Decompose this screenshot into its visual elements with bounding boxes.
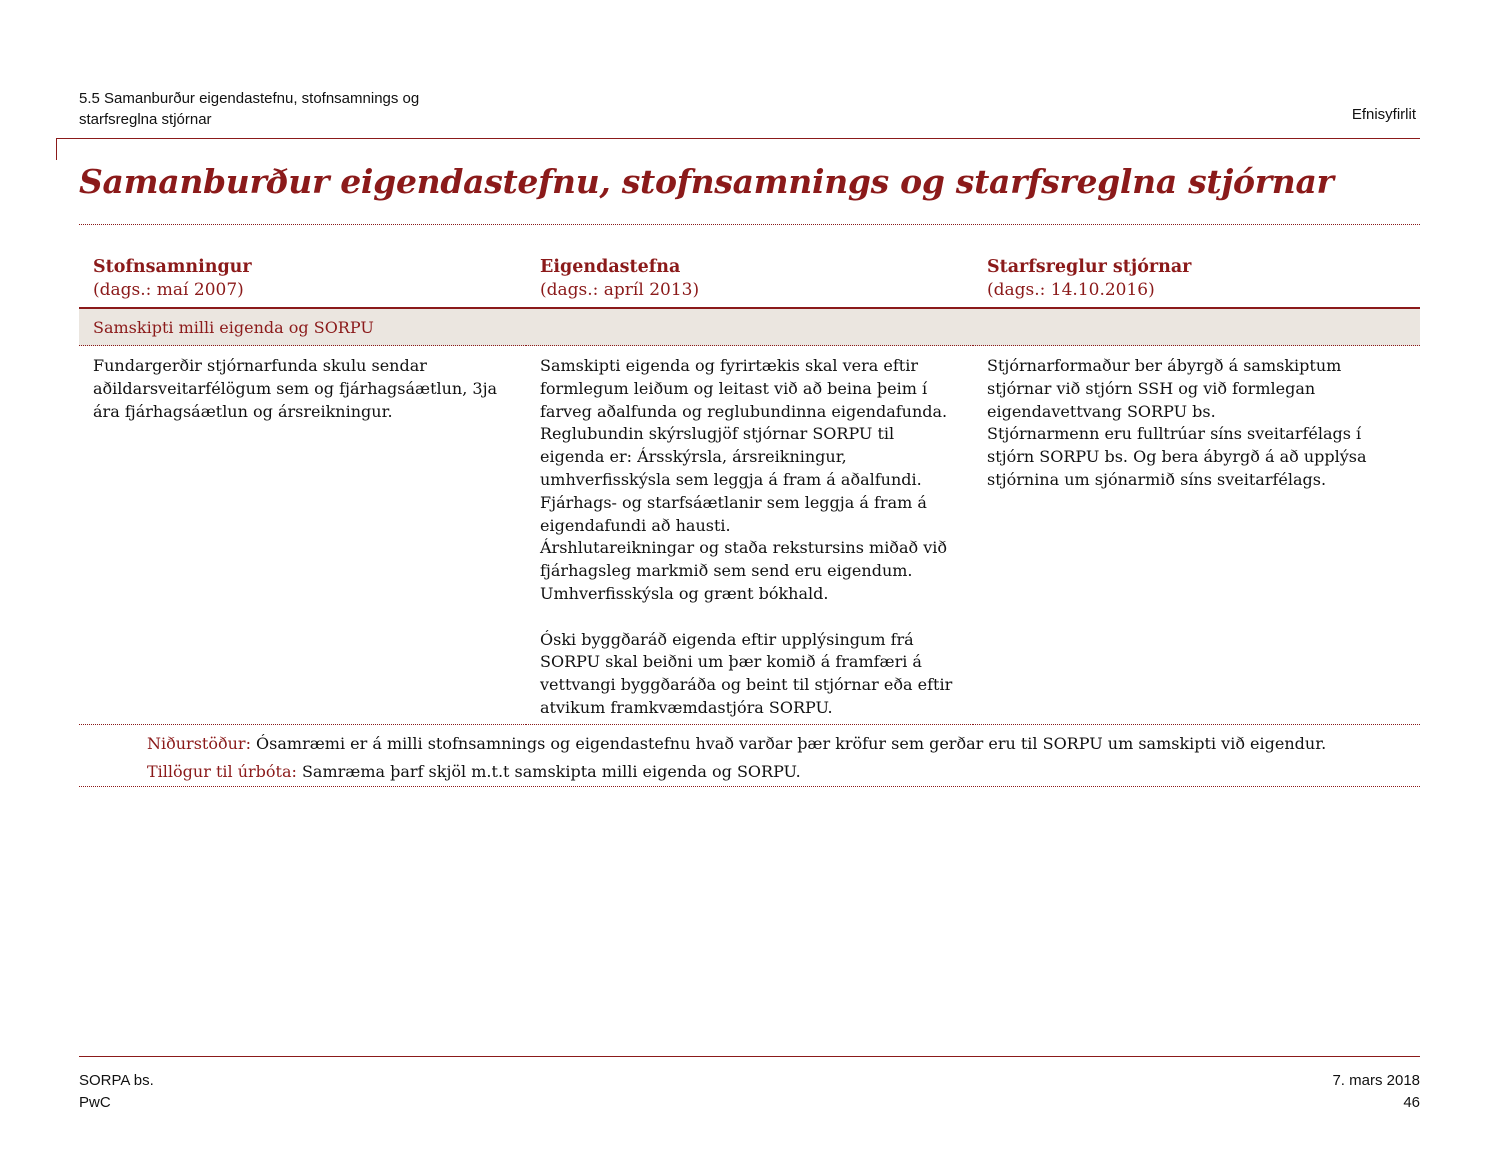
conclusions-block [147, 730, 1407, 786]
header-section-title [79, 88, 499, 130]
footer-org: SORPA bs. [79, 1072, 154, 1089]
conclusions-dotted-divider [79, 786, 1420, 787]
header-section-line1: 5.5 Samanburður eigendastefnu, stofnsamnings og [79, 90, 420, 107]
header-corner-tick [56, 138, 57, 160]
column-title: Stofnsamningur [93, 257, 252, 277]
header-section-line2: starfsreglna stjórnar [79, 111, 212, 128]
column-header-starfsreglur [973, 256, 1420, 308]
cell-starfsreglur [973, 346, 1420, 725]
cell-text: Árshlutareikningar og staða rekstursins miðað við fjárhagsleg markmið sem send eru eigendum. [540, 538, 947, 581]
column-header-eigendastefna [526, 256, 973, 308]
footer-left [79, 1070, 154, 1114]
page-title: Samanburður eigendastefnu, stofnsamnings og starfsreglna stjórnar [79, 162, 1334, 201]
cell-text: Umhverfisskýsla og grænt bókhald. [540, 583, 829, 603]
cell-eigendastefna [526, 346, 973, 725]
recommendation-line [147, 758, 1407, 786]
recommendation-label: Tillögur til úrbóta: [147, 762, 297, 781]
title-dotted-divider [79, 224, 1420, 225]
table-header-row [79, 256, 1420, 308]
column-date: (dags.: maí 2007) [93, 280, 244, 300]
cell-text: Samskipti eigenda og fyrirtækis skal vera eftir formlegum leiðum og leitast við að beina þeim í farveg aðalfunda og reglubundinna eigendafunda. [540, 356, 948, 421]
cell-text: Stjórnarformaður ber ábyrgð á samskiptum stjórnar við stjórn SSH og við formlegan eigendavettvang SORPU bs. [987, 356, 1342, 421]
section-row [79, 308, 1420, 346]
column-header-stofnsamningur [79, 256, 526, 308]
column-title: Eigendastefna [540, 257, 681, 277]
cell-stofnsamningur [79, 346, 526, 725]
findings-line [147, 730, 1407, 758]
cell-text: Stjórnarmenn eru fulltrúar síns sveitarfélags í stjórn SORPU bs. Og bera ábyrgð á að upplýsa stjórnina um sjónarmið síns sveitarfélags. [987, 424, 1367, 489]
cell-text: Óski byggðaráð eigenda eftir upplýsingum frá SORPU skal beiðni um þær komið á framfæri á vettvangi byggðaráða og beint til stjórnar eða eftir atvikum framkvæmdastjóra SORPU. [540, 629, 953, 717]
toc-link[interactable]: Efnisyfirlit [1351, 106, 1416, 123]
column-date: (dags.: apríl 2013) [540, 280, 700, 300]
footer-date: 7. mars 2018 [1332, 1072, 1420, 1089]
findings-text: Ósamræmi er á milli stofnsamnings og eigendastefnu hvað varðar þær kröfur sem gerðar eru til SORPU um samskipti við eigendur. [250, 734, 1327, 753]
footer-divider [79, 1056, 1420, 1057]
page-number: 46 [1403, 1094, 1420, 1111]
findings-label: Niðurstöður: [147, 734, 251, 753]
header-divider [56, 138, 1420, 139]
section-label: Samskipti milli eigenda og SORPU [79, 308, 1420, 346]
recommendation-text: Samræma þarf skjöl m.t.t samskipta milli eigenda og SORPU. [296, 762, 801, 781]
comparison-table [79, 256, 1420, 725]
footer-right [1332, 1070, 1420, 1114]
column-title: Starfsreglur stjórnar [987, 257, 1192, 277]
footer-firm: PwC [79, 1094, 111, 1111]
cell-text: Reglubundin skýrslugjöf stjórnar SORPU til eigenda er: Ársskýrsla, ársreikningur, umhverfisskýsla sem leggja á fram á aðalfundi. [540, 424, 922, 489]
cell-text: Fjárhags- og starfsáætlanir sem leggja á fram á eigendafundi að hausti. [540, 492, 927, 535]
table-row [79, 346, 1420, 725]
column-date: (dags.: 14.10.2016) [987, 280, 1155, 300]
cell-text: Fundargerðir stjórnarfunda skulu sendar aðildarsveitarfélögum sem og fjárhagsáætlun, 3ja ára fjárhagsáætlun og ársreikningur. [93, 356, 498, 421]
